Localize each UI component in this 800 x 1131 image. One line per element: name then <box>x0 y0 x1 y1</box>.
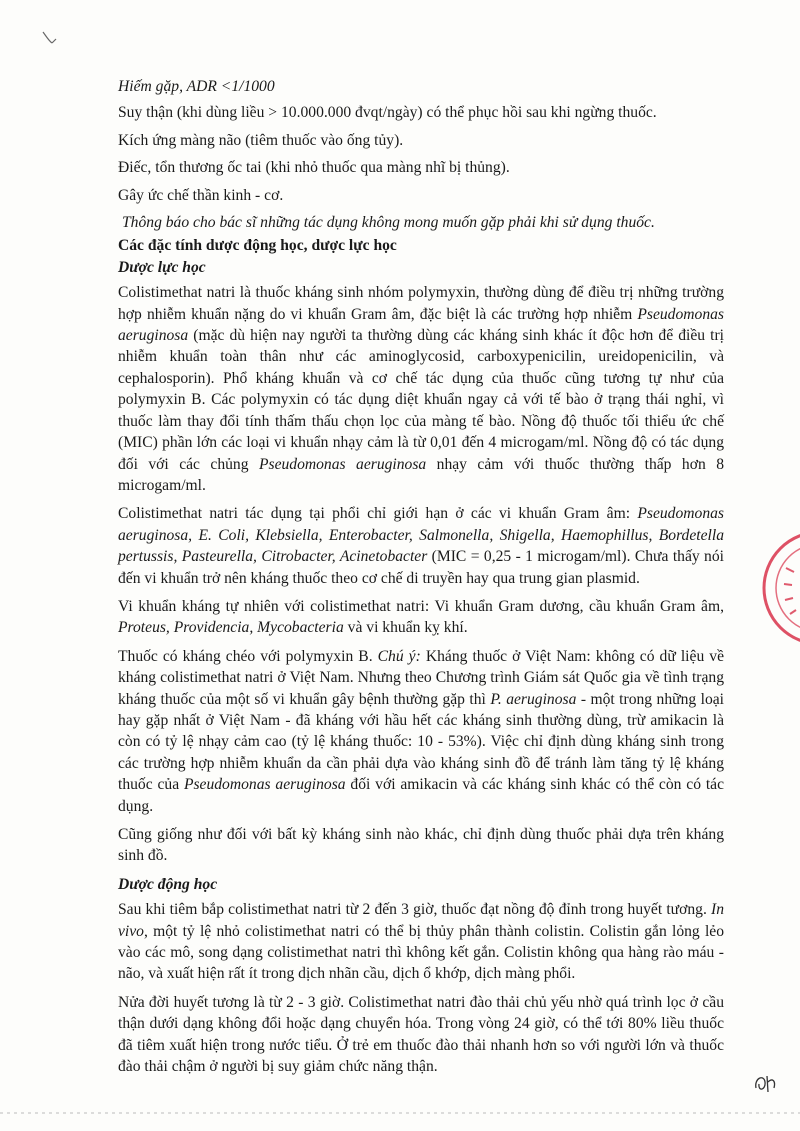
initials-signature <box>752 1068 782 1098</box>
pharmacodynamics-paragraph <box>118 596 724 639</box>
italic-run: In vivo <box>118 901 724 940</box>
italic-run: Pseudomonas aeruginosa, E. Coli, Klebsiella, Enterobacter, Salmonella, Shigella, Haemophillus, Bordetella pertussis, Pasteurella, Citrobacter, Acinetobacter <box>118 505 724 566</box>
red-stamp <box>758 528 800 648</box>
italic-run: Chú ý: <box>377 647 421 665</box>
pharmacodynamics-paragraph <box>118 824 724 867</box>
pharmacodynamics-paragraph <box>118 282 724 496</box>
italic-run: P. aeruginosa <box>490 690 577 708</box>
text-run: Vi khuẩn kháng tự nhiên với colistimethat natri: Vi khuẩn Gram dương, cầu khuẩn Gram âm, <box>118 597 724 615</box>
pen-mark <box>40 28 64 48</box>
adr-item: Điếc, tổn thương ốc tai (khi nhỏ thuốc qua màng nhĩ bị thủng). <box>118 159 510 177</box>
text-run: Sau khi tiêm bắp colistimethat natri từ 2 đến 3 giờ, thuốc đạt nồng độ đỉnh trong huyết tương. <box>118 901 711 919</box>
pharmacodynamics-title: Dược lực học <box>118 258 206 276</box>
bottom-border <box>0 1112 800 1114</box>
text-run: Colistimethat natri tác dụng tại phổi chỉ giới hạn ở các vi khuẩn Gram âm: <box>118 505 638 523</box>
pharmacokinetics-paragraph <box>118 992 724 1078</box>
pharmacokinetics-paragraph <box>118 899 724 985</box>
pharmacodynamics-paragraph <box>118 646 724 817</box>
adr-item: Gây ức chế thần kinh - cơ. <box>118 186 284 204</box>
text-run: và vi khuẩn kỵ khí. <box>343 619 468 637</box>
adr-heading: Hiếm gặp, ADR <1/1000 <box>118 78 275 95</box>
text-run: Cũng giống như đối với bất kỳ kháng sinh nào khác, chỉ định dùng thuốc phải dựa trên kháng sinh đồ. <box>118 826 724 865</box>
italic-run: Pseudomonas aeruginosa <box>118 305 724 345</box>
text-run: , một tỷ lệ nhỏ colistimethat natri có thể bị thủy phân thành colistin. Colistin gắn lỏng lẻo vào các mô, song dạng colistimethat natri thì không kết gắn. Colistin không qua hàng rào máu - não, và xuất hiện rất ít trong dịch nhãn cầu, dịch ổ khớp, dịch màng phổi. <box>118 922 724 983</box>
document-content <box>118 76 724 1084</box>
text-run: Nửa đời huyết tương là từ 2 - 3 giờ. Colistimethat natri đào thải chủ yếu nhờ quá trình lọc ở cầu thận dưới dạng không đổi hoặc dạng chuyển hóa. Trong vòng 24 giờ, có thể tới 80% liều thuốc đã tiêm xuất hiện trong nước tiểu. Ở trẻ em thuốc đào thải nhanh hơn so với người lớn và thuốc đào thải chậm ở người bị suy giảm chức năng thận. <box>118 993 724 1076</box>
text-run: Thuốc có kháng chéo với polymyxin B. <box>118 647 378 665</box>
text-run: (mặc dù hiện nay người ta thường dùng các kháng sinh khác ít độc hơn để điều trị nhiễm khuẩn toàn thân như các aminoglycosid, carboxypenicilin, ureidopenicilin, và cephalosporin). Phổ kháng khuẩn và cơ chế tác dụng của thuốc cũng tương tự như của polymyxin B. Các polymyxin có tác dụng diệt khuẩn ngay cả với tế bào ở trạng thái nghỉ, vì thuốc làm thay đổi tính thấm thấu chọn lọc của màng tế bào. Nồng độ thuốc tối thiểu ức chế (MIC) phần lớn các loại vi khuẩn nhạy cảm là từ 0,01 đến 4 microgam/ml. Nồng độ có tác dụng đối với các chủng <box>118 327 724 473</box>
section-title: Các đặc tính dược động học, dược lực học <box>118 237 397 255</box>
italic-run: Pseudomonas aeruginosa <box>258 455 427 473</box>
adr-item: Suy thận (khi dùng liều > 10.000.000 đvqt/ngày) có thể phục hồi sau khi ngừng thuốc. <box>118 104 657 122</box>
italic-run: Pseudomonas aeruginosa <box>183 776 346 794</box>
pharmacodynamics-paragraph <box>118 503 724 589</box>
italic-run: Proteus, Providencia, Mycobacteria <box>118 619 344 637</box>
adr-notice: Thông báo cho bác sĩ những tác dụng không mong muốn gặp phải khi sử dụng thuốc. <box>122 214 655 232</box>
text-run: nhạy cảm với thuốc thường thấp hơn 8 microgam/ml. <box>118 455 724 494</box>
adr-item: Kích ứng màng não (tiêm thuốc vào ống tủy). <box>118 131 404 149</box>
text-run: Kháng thuốc ở Việt Nam: không có dữ liệu về kháng colistimethat natri ở Việt Nam. Nhưng theo Chương trình Giám sát Quốc gia về tình trạng kháng thuốc của một số vi khuẩn gây bệnh thường gặp thì <box>118 647 724 708</box>
text-run: đối với amikacin và các kháng sinh khác có thể còn có tác dụng. <box>118 776 724 815</box>
pharmacokinetics-title: Dược động học <box>118 875 218 893</box>
text-run: (MIC = 0,25 - 1 microgam/ml). Chưa thấy nói đến vi khuẩn trở nên kháng thuốc theo cơ chế di truyền hay qua trung gian plasmid. <box>118 548 724 587</box>
text-run: Colistimethat natri là thuốc kháng sinh nhóm polymyxin, thường dùng để điều trị những trường hợp nhiễm khuẩn nặng do vi khuẩn Gram âm, đặc biệt là các trường hợp nhiễm <box>118 284 724 323</box>
text-run: - một trong những loại hay gặp nhất ở Việt Nam - đã kháng với hầu hết các kháng sinh thường dùng, trừ amikacin là còn có tỷ lệ nhạy cảm cao (tỷ lệ kháng thuốc: 10 - 53%). Việc chỉ định dùng kháng sinh trong các trường hợp nhiễm khuẩn da cần phải dựa vào kháng sinh đồ để tránh làm tăng tỷ lệ kháng thuốc của <box>118 690 724 794</box>
